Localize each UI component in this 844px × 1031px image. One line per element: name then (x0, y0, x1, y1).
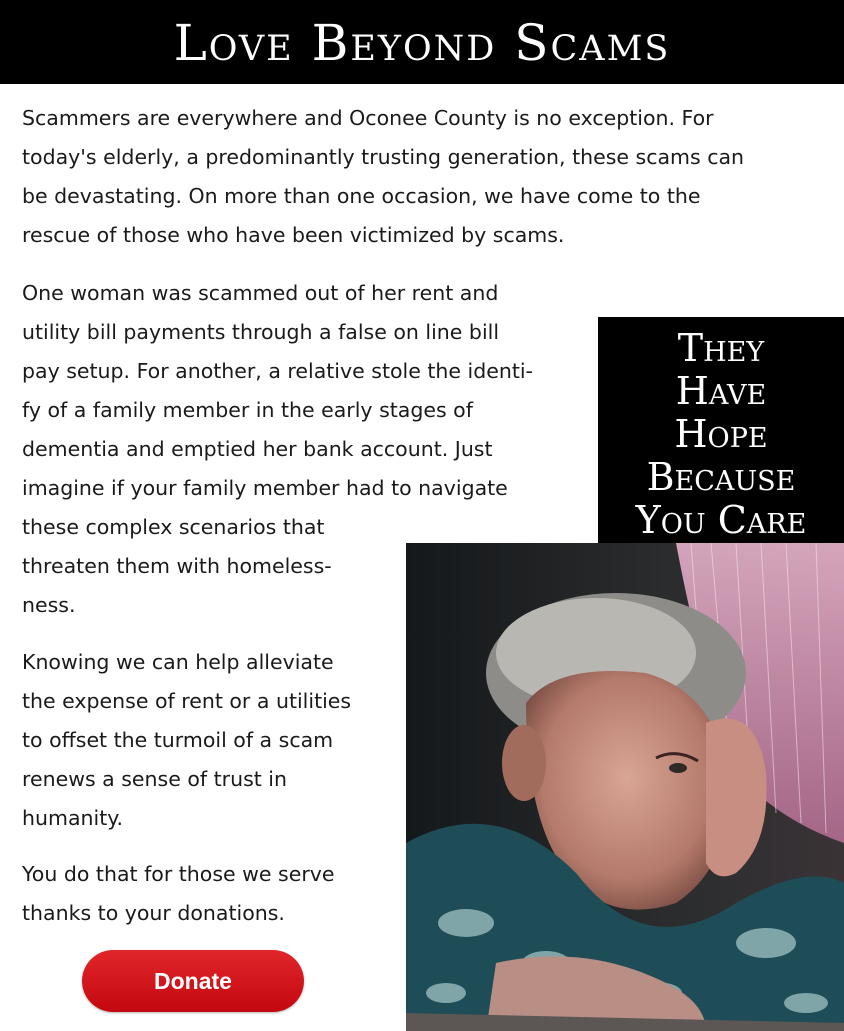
text-line: imagine if your family member had to navigate (22, 476, 508, 500)
text-line: renews a sense of trust in (22, 767, 287, 791)
text-line: the expense of rent or a utilities (22, 689, 352, 713)
intro-paragraph (22, 99, 744, 255)
callout-line: They (677, 326, 765, 370)
donate-button[interactable]: Donate (82, 950, 304, 1012)
text-line: You do that for those we serve (22, 862, 335, 886)
text-line: dementia and emptied her bank account. Just (22, 437, 493, 461)
page-title: Love Beyond Scams (0, 0, 844, 84)
text-line: threaten them with homeless- (22, 554, 332, 578)
text-line: One woman was scammed out of her rent and (22, 281, 499, 305)
text-line: ness. (22, 593, 76, 617)
hope-callout (598, 317, 844, 545)
elderly-woman-photo (406, 543, 844, 1031)
text-line: thanks to your donations. (22, 901, 285, 925)
callout-line: You Care (635, 498, 807, 542)
text-line: today's elderly, a predominantly trusting generation, these scams can (22, 145, 745, 169)
callout-line: Have (675, 369, 767, 413)
thanks-paragraph (22, 855, 335, 933)
text-line: Knowing we can help alleviate (22, 650, 334, 674)
text-line: be devastating. On more than one occasion, we have come to the (22, 184, 701, 208)
text-line: to offset the turmoil of a scam (22, 728, 334, 752)
text-line: fy of a family member in the early stages of (22, 398, 473, 422)
text-line: Scammers are everywhere and Oconee County is no exception. For (22, 106, 714, 130)
text-line: pay setup. For another, a relative stole the identi- (22, 359, 533, 383)
callout-line: Because (646, 455, 796, 499)
text-line: rescue of those who have been victimized by scams. (22, 223, 565, 247)
text-line: utility bill payments through a false on line bill (22, 320, 500, 344)
callout-line: Hope (674, 412, 768, 456)
text-line: these complex scenarios that (22, 515, 325, 539)
help-paragraph (22, 643, 351, 838)
text-line: humanity. (22, 806, 123, 830)
